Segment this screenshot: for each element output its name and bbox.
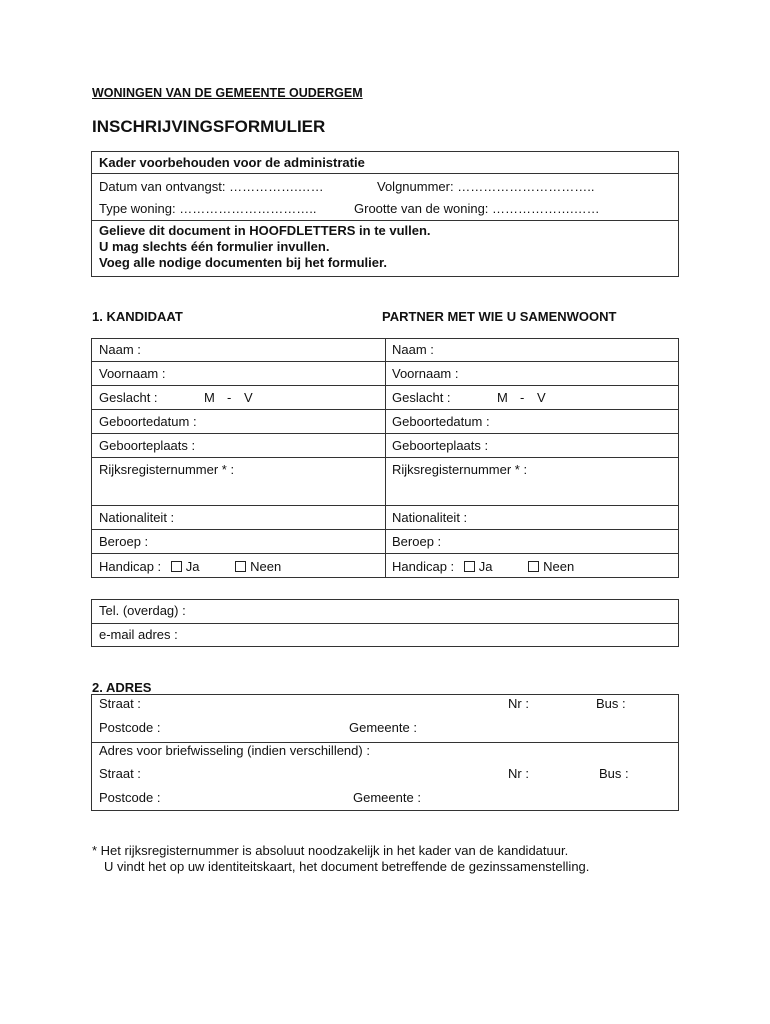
gender-separator: - bbox=[520, 390, 525, 405]
admin-box bbox=[91, 151, 679, 277]
gender-option-v[interactable]: V bbox=[244, 390, 253, 405]
gender-label: Geslacht : bbox=[392, 390, 451, 405]
row-divider bbox=[92, 457, 678, 458]
address-table bbox=[91, 694, 679, 811]
handicap-no-label: Neen bbox=[543, 559, 575, 574]
candidate-handicap-field bbox=[99, 559, 281, 574]
partner-heading: PARTNER MET WIE U SAMENWOONT bbox=[382, 309, 617, 324]
footnote-line-1: * Het rijksregisternummer is absoluut noodzakelijk in het kader van de kandidatuur. bbox=[92, 843, 569, 858]
partner-handicap-field bbox=[392, 559, 574, 574]
candidate-nationality-field[interactable]: Nationaliteit : bbox=[99, 510, 175, 525]
correspondence-municipality-field[interactable]: Gemeente : bbox=[353, 790, 421, 805]
partner-nationality-field[interactable]: Nationaliteit : bbox=[392, 510, 468, 525]
correspondence-street-field[interactable]: Straat : bbox=[99, 766, 141, 781]
row-divider bbox=[92, 553, 678, 554]
handicap-no-checkbox[interactable] bbox=[528, 561, 539, 572]
instruction-line-2: U mag slechts één formulier invullen. bbox=[99, 239, 330, 254]
housing-size-field[interactable]: Grootte van de woning: ……………….…… bbox=[354, 201, 600, 216]
column-divider bbox=[385, 339, 386, 577]
divider bbox=[92, 220, 678, 221]
handicap-yes-checkbox[interactable] bbox=[171, 561, 182, 572]
sequence-number-field[interactable]: Volgnummer: ………………………….. bbox=[377, 179, 595, 194]
partner-firstname-field[interactable]: Voornaam : bbox=[392, 366, 459, 381]
candidate-gender-field[interactable] bbox=[99, 390, 253, 405]
handicap-yes-label: Ja bbox=[478, 559, 493, 574]
correspondence-postcode-field[interactable]: Postcode : bbox=[99, 790, 161, 805]
correspondence-number-field[interactable]: Nr : bbox=[508, 766, 529, 781]
footnote-line-2: U vindt het op uw identiteitskaart, het document betreffende de gezinssamenstelling. bbox=[104, 859, 590, 874]
gender-option-v[interactable]: V bbox=[537, 390, 546, 405]
street-field[interactable]: Straat : bbox=[99, 696, 141, 711]
gender-option-m[interactable]: M bbox=[204, 390, 215, 405]
candidate-national-number-field[interactable]: Rijksregisternummer * : bbox=[99, 462, 235, 477]
candidate-profession-field[interactable]: Beroep : bbox=[99, 534, 149, 549]
date-received-field[interactable]: Datum van ontvangst: …………….…… bbox=[99, 179, 324, 194]
handicap-no-checkbox[interactable] bbox=[235, 561, 246, 572]
candidate-birthplace-field[interactable]: Geboorteplaats : bbox=[99, 438, 196, 453]
postcode-field[interactable]: Postcode : bbox=[99, 720, 161, 735]
row-divider bbox=[92, 529, 678, 530]
partner-profession-field[interactable]: Beroep : bbox=[392, 534, 442, 549]
instruction-line-3: Voeg alle nodige documenten bij het formulier. bbox=[99, 255, 387, 270]
handicap-yes-label: Ja bbox=[185, 559, 200, 574]
gender-label: Geslacht : bbox=[99, 390, 158, 405]
row-divider bbox=[92, 385, 678, 386]
organization-name: WONINGEN VAN DE GEMEENTE OUDERGEM bbox=[92, 86, 363, 100]
partner-gender-field[interactable] bbox=[392, 390, 546, 405]
candidate-name-field[interactable]: Naam : bbox=[99, 342, 141, 357]
bus-field[interactable]: Bus : bbox=[596, 696, 626, 711]
row-divider bbox=[92, 409, 678, 410]
partner-national-number-field[interactable]: Rijksregisternummer * : bbox=[392, 462, 528, 477]
divider bbox=[92, 173, 678, 174]
house-number-field[interactable]: Nr : bbox=[508, 696, 529, 711]
row-divider bbox=[92, 505, 678, 506]
candidate-heading: 1. KANDIDAAT bbox=[92, 309, 183, 324]
handicap-yes-checkbox[interactable] bbox=[464, 561, 475, 572]
handicap-no-label: Neen bbox=[250, 559, 282, 574]
municipality-field[interactable]: Gemeente : bbox=[349, 720, 417, 735]
handicap-label: Handicap : bbox=[99, 559, 162, 574]
form-title: INSCHRIJVINGSFORMULIER bbox=[92, 117, 326, 136]
gender-separator: - bbox=[227, 390, 232, 405]
admin-heading: Kader voorbehouden voor de administratie bbox=[99, 155, 365, 170]
partner-birthdate-field[interactable]: Geboortedatum : bbox=[392, 414, 490, 429]
housing-type-field[interactable]: Type woning: ………………………….. bbox=[99, 201, 317, 216]
gender-option-m[interactable]: M bbox=[497, 390, 508, 405]
row-divider bbox=[92, 623, 678, 624]
row-divider bbox=[92, 361, 678, 362]
partner-birthplace-field[interactable]: Geboorteplaats : bbox=[392, 438, 489, 453]
address-heading: 2. ADRES bbox=[92, 680, 152, 695]
correspondence-bus-field[interactable]: Bus : bbox=[599, 766, 629, 781]
candidate-birthdate-field[interactable]: Geboortedatum : bbox=[99, 414, 197, 429]
candidate-table bbox=[91, 338, 679, 578]
partner-name-field[interactable]: Naam : bbox=[392, 342, 434, 357]
row-divider bbox=[92, 433, 678, 434]
handicap-label: Handicap : bbox=[392, 559, 455, 574]
email-field[interactable]: e-mail adres : bbox=[99, 627, 178, 642]
contact-table bbox=[91, 599, 679, 647]
instruction-line-1: Gelieve dit document in HOOFDLETTERS in te vullen. bbox=[99, 223, 431, 238]
candidate-firstname-field[interactable]: Voornaam : bbox=[99, 366, 166, 381]
correspondence-address-label: Adres voor briefwisseling (indien verschillend) : bbox=[99, 743, 370, 758]
phone-field[interactable]: Tel. (overdag) : bbox=[99, 603, 186, 618]
